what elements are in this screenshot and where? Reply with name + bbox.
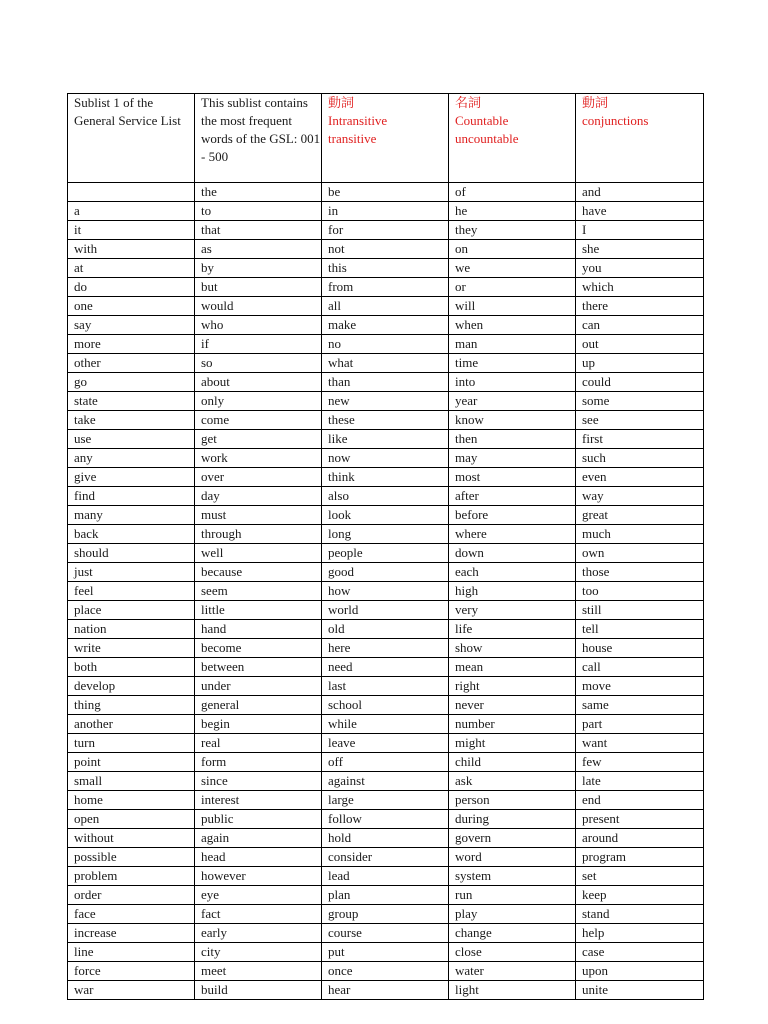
word-cell: still [576,601,704,620]
word-cell: might [449,734,576,753]
word-cell: so [195,354,322,373]
header-line: conjunctions [582,113,649,128]
word-cell: have [576,202,704,221]
table-row [68,620,704,639]
word-cell: as [195,240,322,259]
word-cell: public [195,810,322,829]
table-row [68,202,704,221]
table-row [68,658,704,677]
word-cell: course [322,924,449,943]
table-row [68,848,704,867]
word-cell: hear [322,981,449,1000]
word-cell: a [68,202,195,221]
word-cell: show [449,639,576,658]
word-cell: great [576,506,704,525]
word-cell: system [449,867,576,886]
word-cell: feel [68,582,195,601]
table-row [68,924,704,943]
word-cell: make [322,316,449,335]
word-cell: both [68,658,195,677]
word-cell: such [576,449,704,468]
word-cell: house [576,639,704,658]
word-cell: early [195,924,322,943]
word-cell: out [576,335,704,354]
word-cell: late [576,772,704,791]
word-cell: at [68,259,195,278]
word-cell: seem [195,582,322,601]
word-cell: be [322,183,449,202]
word-cell: thing [68,696,195,715]
word-cell: old [322,620,449,639]
word-cell: must [195,506,322,525]
word-cell: would [195,297,322,316]
word-cell: know [449,411,576,430]
header-nouns-countable [449,94,576,183]
word-cell: because [195,563,322,582]
word-cell: fact [195,905,322,924]
word-cell: first [576,430,704,449]
word-cell: set [576,867,704,886]
word-cell: into [449,373,576,392]
table-row [68,639,704,658]
word-cell: close [449,943,576,962]
word-cell: and [576,183,704,202]
word-cell: can [576,316,704,335]
word-cell: other [68,354,195,373]
word-cell: put [322,943,449,962]
word-cell: come [195,411,322,430]
word-cell: real [195,734,322,753]
table-row [68,677,704,696]
word-cell: look [322,506,449,525]
word-cell: down [449,544,576,563]
table-row [68,183,704,202]
table-row [68,715,704,734]
word-cell: if [195,335,322,354]
header-verbs-intransitive [322,94,449,183]
word-cell: face [68,905,195,924]
word-cell: lead [322,867,449,886]
table-row [68,506,704,525]
word-cell: turn [68,734,195,753]
word-cell: before [449,506,576,525]
word-cell: war [68,981,195,1000]
word-cell: now [322,449,449,468]
word-cell: possible [68,848,195,867]
word-cell: order [68,886,195,905]
word-cell: how [322,582,449,601]
table-row [68,392,704,411]
table-row [68,316,704,335]
word-cell: even [576,468,704,487]
word-cell: write [68,639,195,658]
word-cell: play [449,905,576,924]
table-row [68,753,704,772]
word-cell: it [68,221,195,240]
header-jp-label: 名詞 [455,95,482,110]
word-cell: use [68,430,195,449]
word-cell: all [322,297,449,316]
word-cell: you [576,259,704,278]
word-cell: new [322,392,449,411]
table-row [68,430,704,449]
table-row [68,563,704,582]
word-cell: give [68,468,195,487]
word-cell: never [449,696,576,715]
word-cell: not [322,240,449,259]
table-row [68,791,704,810]
table-row [68,373,704,392]
table-row [68,525,704,544]
word-cell: many [68,506,195,525]
table-row [68,411,704,430]
word-cell: also [322,487,449,506]
word-cell: go [68,373,195,392]
word-cell: time [449,354,576,373]
table-row [68,734,704,753]
word-cell: most [449,468,576,487]
word-cell: while [322,715,449,734]
word-cell: year [449,392,576,411]
word-cell: these [322,411,449,430]
gsl-word-table [67,93,704,1000]
word-cell: group [322,905,449,924]
word-cell: home [68,791,195,810]
word-cell: those [576,563,704,582]
word-cell: keep [576,886,704,905]
word-cell: say [68,316,195,335]
word-cell: program [576,848,704,867]
word-cell: day [195,487,322,506]
table-row [68,449,704,468]
word-cell: life [449,620,576,639]
word-cell: get [195,430,322,449]
header-jp-label: 動詞 [328,95,355,110]
word-cell: hand [195,620,322,639]
word-cell: back [68,525,195,544]
word-cell: part [576,715,704,734]
word-cell: consider [322,848,449,867]
word-cell: large [322,791,449,810]
word-cell: tell [576,620,704,639]
word-cell: own [576,544,704,563]
word-cell: govern [449,829,576,848]
word-cell: the [195,183,322,202]
table-row [68,962,704,981]
word-cell: again [195,829,322,848]
word-cell: this [322,259,449,278]
header-line: Intransitive [328,113,388,128]
header-line: Countable [455,113,509,128]
word-cell: hold [322,829,449,848]
word-cell: there [576,297,704,316]
word-cell: city [195,943,322,962]
word-cell: head [195,848,322,867]
word-cell: to [195,202,322,221]
word-cell: place [68,601,195,620]
table-row [68,772,704,791]
word-cell: against [322,772,449,791]
word-cell: increase [68,924,195,943]
word-cell: any [68,449,195,468]
header-line: transitive [328,131,377,146]
word-cell: where [449,525,576,544]
word-cell: no [322,335,449,354]
word-cell: here [322,639,449,658]
table-row [68,829,704,848]
word-cell: follow [322,810,449,829]
word-cell: may [449,449,576,468]
word-cell: little [195,601,322,620]
table-row [68,582,704,601]
word-cell: on [449,240,576,259]
word-cell: than [322,373,449,392]
word-cell: but [195,278,322,297]
word-cell: water [449,962,576,981]
table-row [68,354,704,373]
word-cell: he [449,202,576,221]
word-cell: few [576,753,704,772]
word-cell: about [195,373,322,392]
word-cell: what [322,354,449,373]
word-cell: through [195,525,322,544]
word-cell: good [322,563,449,582]
word-cell: which [576,278,704,297]
word-cell: small [68,772,195,791]
word-cell: work [195,449,322,468]
word-cell: more [68,335,195,354]
word-cell: one [68,297,195,316]
word-cell: for [322,221,449,240]
word-cell: word [449,848,576,867]
word-cell: people [322,544,449,563]
table-row [68,696,704,715]
word-cell: in [322,202,449,221]
word-cell: meet [195,962,322,981]
word-cell: problem [68,867,195,886]
word-cell: become [195,639,322,658]
word-cell: between [195,658,322,677]
table-row [68,221,704,240]
word-cell: interest [195,791,322,810]
table-row [68,905,704,924]
word-cell: find [68,487,195,506]
word-cell: unite [576,981,704,1000]
word-cell: change [449,924,576,943]
header-row [68,94,704,183]
word-cell: open [68,810,195,829]
table-row [68,468,704,487]
header-jp-label: 動詞 [582,95,609,110]
word-cell: form [195,753,322,772]
table-row [68,943,704,962]
word-cell: like [322,430,449,449]
word-cell: with [68,240,195,259]
word-cell: help [576,924,704,943]
word-cell: number [449,715,576,734]
word-cell: that [195,221,322,240]
word-cell: we [449,259,576,278]
word-cell: move [576,677,704,696]
table-row [68,240,704,259]
word-cell: light [449,981,576,1000]
word-cell: case [576,943,704,962]
table-row [68,867,704,886]
word-cell: then [449,430,576,449]
word-cell: over [195,468,322,487]
word-cell: mean [449,658,576,677]
header-conjunctions [576,94,704,183]
word-cell: without [68,829,195,848]
word-cell: around [576,829,704,848]
word-cell: begin [195,715,322,734]
word-cell: well [195,544,322,563]
word-cell: point [68,753,195,772]
word-cell: line [68,943,195,962]
word-cell: will [449,297,576,316]
word-cell: want [576,734,704,753]
word-cell: do [68,278,195,297]
word-cell: ask [449,772,576,791]
word-cell: I [576,221,704,240]
word-cell: leave [322,734,449,753]
table-row [68,981,704,1000]
word-cell: plan [322,886,449,905]
word-cell: run [449,886,576,905]
word-cell: too [576,582,704,601]
word-cell: person [449,791,576,810]
table-row [68,278,704,297]
word-cell: however [195,867,322,886]
word-cell: long [322,525,449,544]
word-cell: off [322,753,449,772]
word-cell: when [449,316,576,335]
word-cell: need [322,658,449,677]
word-cell: each [449,563,576,582]
word-cell: who [195,316,322,335]
word-cell: present [576,810,704,829]
word-cell: once [322,962,449,981]
word-cell: high [449,582,576,601]
word-cell: much [576,525,704,544]
word-cell: eye [195,886,322,905]
word-cell [68,183,195,202]
word-cell: during [449,810,576,829]
word-cell: after [449,487,576,506]
word-cell: man [449,335,576,354]
word-cell: very [449,601,576,620]
word-cell: upon [576,962,704,981]
table-row [68,259,704,278]
table-row [68,810,704,829]
word-cell: up [576,354,704,373]
word-cell: of [449,183,576,202]
word-cell: since [195,772,322,791]
table-row [68,487,704,506]
word-cell: think [322,468,449,487]
word-cell: school [322,696,449,715]
word-cell: see [576,411,704,430]
word-cell: child [449,753,576,772]
word-cell: under [195,677,322,696]
word-cell: from [322,278,449,297]
word-cell: build [195,981,322,1000]
table-row [68,335,704,354]
header-sublist-description: This sublist contains the most frequent words of the GSL: 001 - 500 [195,94,322,183]
word-cell: right [449,677,576,696]
table-row [68,886,704,905]
word-cell: world [322,601,449,620]
word-cell: could [576,373,704,392]
table-row [68,544,704,563]
word-cell: take [68,411,195,430]
word-cell: stand [576,905,704,924]
table-row [68,297,704,316]
word-cell: some [576,392,704,411]
word-cell: state [68,392,195,411]
word-cell: develop [68,677,195,696]
word-cell: another [68,715,195,734]
word-cell: they [449,221,576,240]
word-cell: by [195,259,322,278]
word-cell: end [576,791,704,810]
word-cell: just [68,563,195,582]
word-cell: same [576,696,704,715]
table-row [68,601,704,620]
word-cell: only [195,392,322,411]
word-cell: or [449,278,576,297]
word-cell: should [68,544,195,563]
header-line: uncountable [455,131,519,146]
word-cell: way [576,487,704,506]
word-cell: last [322,677,449,696]
header-sublist-title: Sublist 1 of the General Service List [68,94,195,183]
word-cell: she [576,240,704,259]
word-cell: call [576,658,704,677]
word-cell: force [68,962,195,981]
word-cell: general [195,696,322,715]
word-cell: nation [68,620,195,639]
